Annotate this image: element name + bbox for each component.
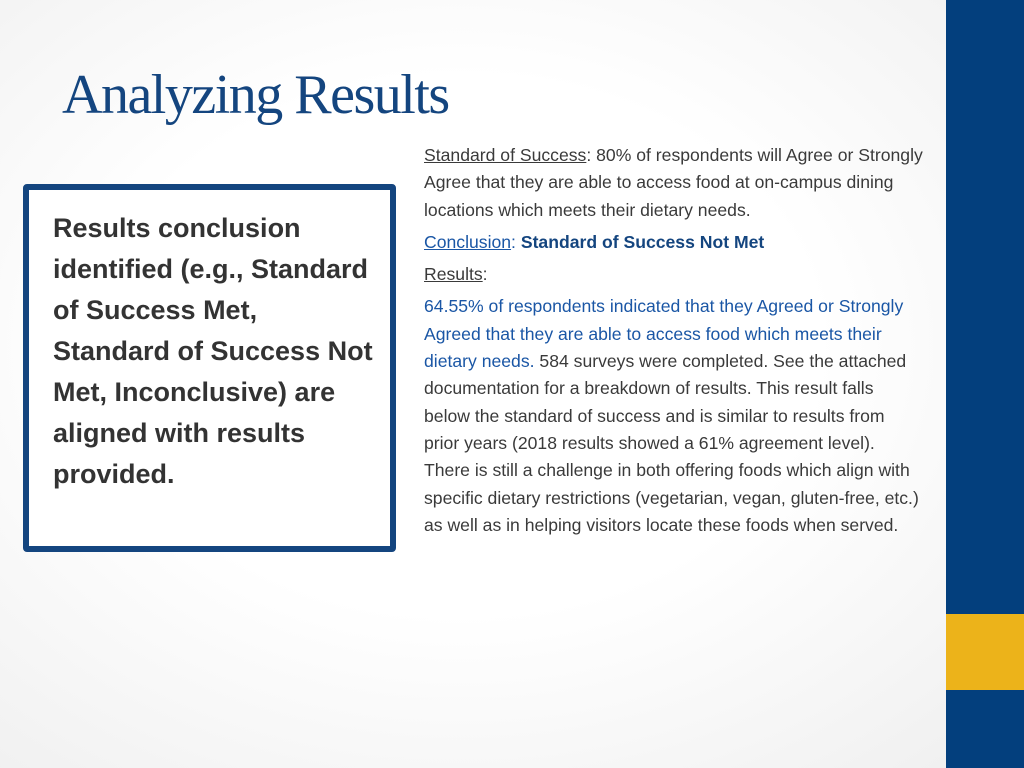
body-text: [424, 142, 924, 539]
results-label: Results: [424, 264, 483, 285]
results-label-paragraph: [424, 261, 924, 288]
standard-paragraph: [424, 142, 924, 224]
conclusion-label: Conclusion: [424, 231, 512, 252]
results-text: 584 surveys were completed. See the attached documentation for a breakdown of results. This result falls below the standard of success and is similar to results from prior years (2018 results showed a 61% agreement level). There is still a challenge in both offering foods which align with specific dietary restrictions (vegetarian, vegan, gluten-free, etc.) as well as in helping visitors locate these foods when served.: [424, 351, 919, 535]
results-sep: :: [482, 264, 488, 285]
conclusion-value: Standard of Success Not Met: [520, 231, 765, 252]
standard-text: 80% of respondents will Agree or Strongly Agree that they are able to access food at on-campus dining locations which meets their dietary needs.: [424, 145, 923, 220]
slide-title: Analyzing Results: [62, 64, 449, 126]
conclusion-sep: :: [511, 231, 521, 252]
conclusion-paragraph: [424, 229, 924, 256]
results-paragraph: [424, 293, 924, 539]
results-highlight: 64.55% of respondents indicated that they Agreed or Strongly Agreed that they are able to access food which meets their dietary needs.: [424, 296, 904, 372]
side-accent-bar: [946, 614, 1024, 690]
standard-sep: :: [586, 145, 592, 165]
callout-text: Results conclusion identified (e.g., Standard of Success Met, Standard of Success Not Met, Inconclusive) are aligned with results provided.: [53, 213, 373, 489]
standard-label: Standard of Success: [424, 145, 587, 165]
callout-box: [23, 184, 396, 552]
